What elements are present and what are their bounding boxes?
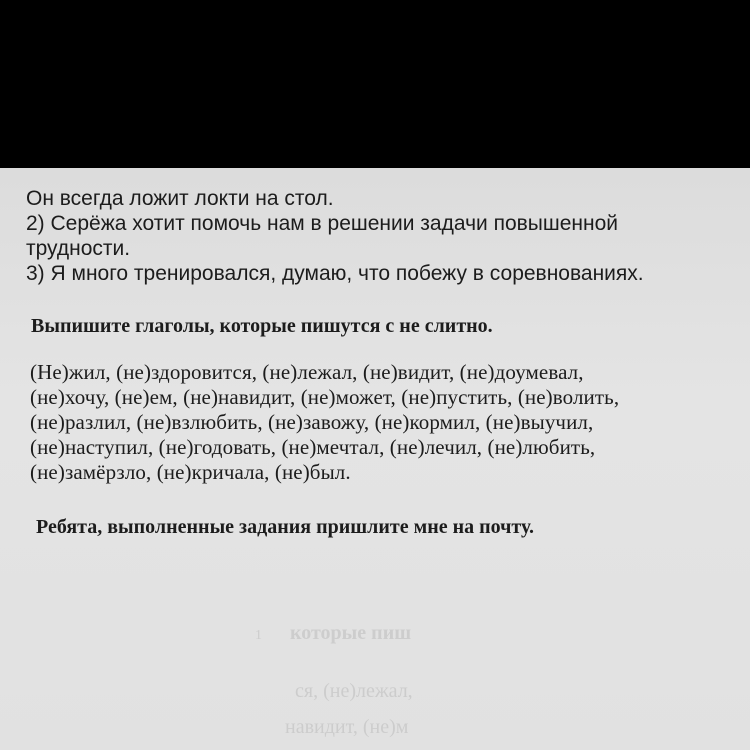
task-heading: Выпишите глаголы, которые пишутся с не слитно.	[31, 315, 493, 337]
document-body	[26, 186, 746, 539]
sentence-line-2: 2) Серёжа хотит помочь нам в решении задачи повышенной	[26, 212, 619, 235]
closing-note: Ребята, выполненные задания пришлите мне на почту.	[36, 516, 534, 538]
bleed-through-text-2: ся, (не)лежал,	[295, 680, 413, 702]
sentence-line-3: трудности.	[26, 237, 131, 260]
word-list	[30, 360, 746, 485]
word-list-line-5: (не)замёрзло, (не)кричала, (не)был.	[30, 460, 351, 484]
sentence-line-1: Он всегда ложит локти на стол.	[26, 187, 334, 210]
word-list-line-2: (не)хочу, (не)ем, (не)навидит, (не)может, (не)пустить, (не)волить,	[30, 385, 620, 409]
word-list-line-1: (Не)жил, (не)здоровится, (не)лежал, (не)видит, (не)доумевал,	[30, 360, 584, 384]
word-list-line-4: (не)наступил, (не)годовать, (не)мечтал, (не)лечил, (не)любить,	[30, 435, 596, 459]
sentence-line-4: 3) Я много тренировался, думаю, что побежу в соревнованиях.	[26, 262, 644, 285]
bleed-through-text-3: навидит, (не)м	[285, 716, 409, 738]
word-list-line-3: (не)разлил, (не)взлюбить, (не)завожу, (не)кормил, (не)выучил,	[30, 410, 594, 434]
bleed-through-text-1: которые пиш	[290, 622, 412, 644]
dark-background	[0, 0, 750, 168]
bleed-through-marker: 1	[255, 628, 262, 643]
paper-sheet	[0, 168, 750, 750]
